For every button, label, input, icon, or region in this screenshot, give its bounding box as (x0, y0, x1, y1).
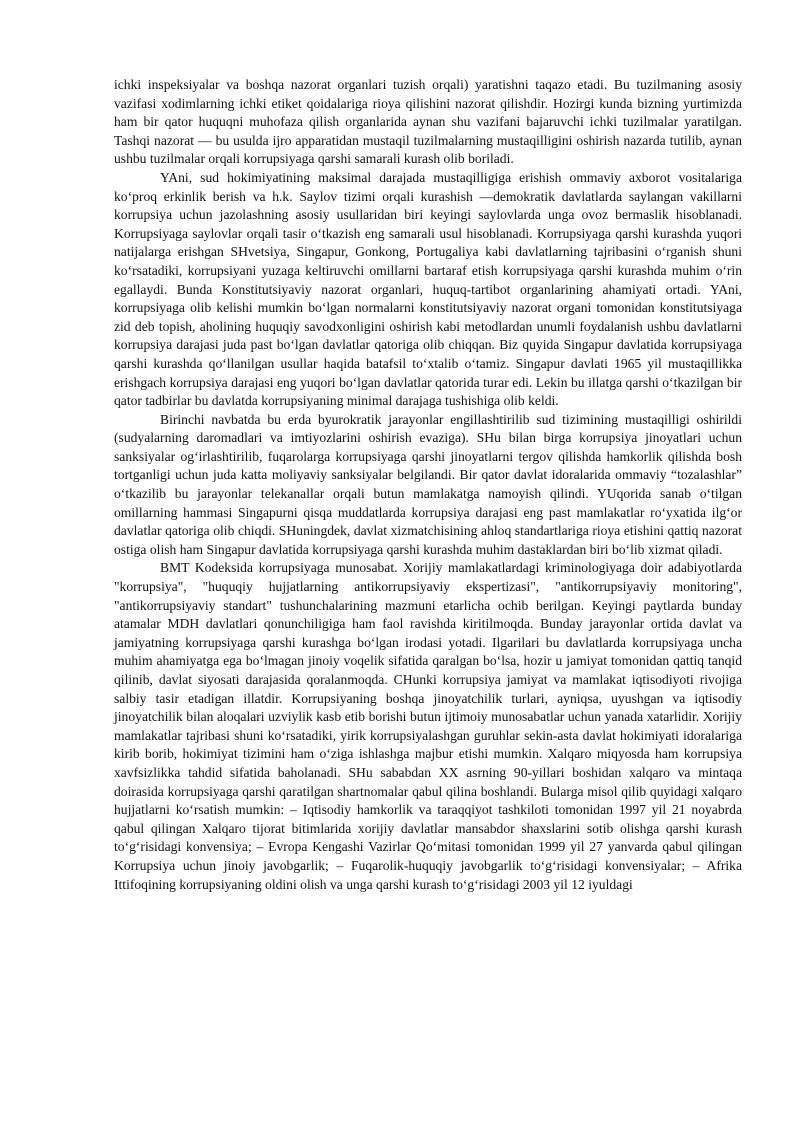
paragraph-continuation: ichki inspeksiyalar va boshqa nazorat organlari tuzish orqali) yaratishni taqazo etadi. Bu tuzilmaning asosiy vazifasi xodimlarning ichki etiket qoidalariga rioya qilishini nazorat qilishdir. Hozirgi kunda bizning yurtimizda ham bir qator huquqni muhofaza qilish organlarida aynan shu vazifani bajaruvchi ichki tuzilmalar yaratilgan. Tashqi nazorat — bu usulda ijro apparatidan mustaqil tuzilmalarning mustaqilligini oshirish nazarda tutilib, aynan ushbu tuzilmalar orqali korrupsiyaga qarshi samarali kurash olib boriladi. (114, 77, 742, 167)
document-page (114, 76, 742, 894)
paragraph-bmt-kodeksi: BMT Kodeksida korrupsiyaga munosabat. Xorijiy mamlakatlardagi kriminologiyaga doir adabiyotlarda "korrupsiya", "huquqiy hujjatlarning antikorrupsiyaviy ekspertizasi", "antikorrupsiyaviy monitoring", "antikorrupsiyaviy standart" tushunchalarining mazmuni etarlicha ochib berilgan. Keyingi paytlarda bunday atamalar MDH davlatlari qonunchiligiga ham faol ravishda kiritilmoqda. Bunday jarayonlar ortida davlat va jamiyatning korrupsiyaga qarshi kurashga bo‘lgan irodasi yotadi. Ilgarilari bu davlatlarda korrupsiyaga uncha muhim ahamiyatga ega bo‘lmagan jinoiy voqelik sifatida qaralgan bo‘lsa, hozir u jamiyat tomonidan qattiq tanqid qilinib, davlat siyosati darajasida qoralanmoqda. CHunki korrupsiya jamiyat va mamlakat iqtisodiyoti rivojiga salbiy tasir etadigan illatdir. Korrupsiyaning boshqa jinoyatchilik turlari, ayniqsa, uyushgan va iqtisodiy jinoyatchilik bilan aloqalari uzviylik kasb etib borishi butun ijtimoiy munosabatlar uchun yanada xatarlidir. Xorijiy mamlakatlar tajribasi shuni ko‘rsatadiki, yirik korrupsiyalashgan guruhlar sekin-asta davlat hokimiyati idoralariga kirib borib, hokimiyat tizimini ham o‘ziga ishlashga majbur etishi mumkin. Xalqaro miqyosda ham korrupsiya xavfsizlikka tahdid sifatida baholanadi. SHu sababdan XX asrning 90-yillari boshidan xalqaro va mintaqa doirasida korrupsiyaga qarshi qaratilgan shartnomalar qabul qilina boshlandi. Bularga misol qilib quyidagi xalqaro hujjatlarni ko‘rsatish mumkin: – Iqtisodiy hamkorlik va taraqqiyot tashkiloti tomonidan 1997 yil 21 noyabrda qabul qilingan Xalqaro tijorat bitimlarida xorijiy davlatlar mansabdor shaxslarini sotib olishga qarshi kurash to‘g‘risidagi konvensiya; – Evropa Kengashi Vazirlar Qo‘mitasi tomonidan 1999 yil 27 yanvarda qabul qilingan Korrupsiya uchun jinoiy javobgarlik; – Fuqarolik-huquqiy javobgarlik to‘g‘risidagi konvensiyalar; – Afrika Ittifoqining korrupsiyaning oldini olish va unga qarshi kurash to‘g‘risidagi 2003 yil 12 iyuldagi (114, 560, 742, 892)
paragraph-sud-hokimiyati: YAni, sud hokimiyatining maksimal darajada mustaqilligiga erishish ommaviy axborot vositalariga ko‘proq erkinlik berish va h.k. Saylov tizimi orqali kurashish —demokratik davlatlarda saylangan vakillarni korrupsiya uchun jazolashning asosiy usullaridan biri keyingi saylovlarda unga ovoz bermaslik hisoblanadi. Korrupsiyaga saylovlar orqali tasir o‘tkazish eng samarali usul hisoblanadi. Korrupsiyaga qarshi kurashda yuqori natijalarga erishgan SHvetsiya, Singapur, Gonkong, Portugaliya kabi davlatlarning tajribasini o‘rganish shuni ko‘rsatadiki, korrupsiyani yuzaga keltiruvchi omillarni bartaraf etish korrupsiyaga qarshi kurashda muhim o‘rin egallaydi. Bunda Konstitutsiyaviy nazorat organlari, huquq-tartibot organlarining ahamiyati ortadi. YAni, korrupsiyaga olib kelishi mumkin bo‘lgan normalarni konstitutsiyaviy nazorat organi tomonidan konstitutsiyaga zid deb topish, aholining huquqiy savodxonligini oshirish kabi metodlardan unumli foydalanish ushbu davlatlarni korrupsiya darajasi juda past bo‘lgan davlatlar qatoriga olib chiqqan. Biz quyida Singapur davlatida korrupsiyaga qarshi kurashda qo‘llanilgan usullar haqida batafsil to‘xtalib o‘tamiz. Singapur davlati 1965 yil mustaqillikka erishgach korrupsiya darajasi eng yuqori bo‘lgan davlatlar qatorida turar edi. Lekin bu illatga qarshi o‘tkazilgan bir qator tadbirlar bu davlatda korrupsiyaning minimal darajaga tushishiga olib keldi. (114, 169, 742, 409)
paragraph-singapur-tajribasi: Birinchi navbatda bu erda byurokratik jarayonlar engillashtirilib sud tizimining mustaqilligi oshirildi (sudyalarning daromadlari va imtiyozlarini oshirish evaziga). SHu bilan birga korrupsiya jinoyatlari uchun sanksiyalar og‘irlashtirilib, fuqarolarga korrupsiyaga qarshi jinoyatlarni tergov qilishda hamkorlik qilishda bosh tortganligi uchun juda katta moliyaviy sanksiyalar belgilandi. Bir qator davlat idoralarida ommaviy “tozalashlar” o‘tkazilib bu jarayonlar telekanallar orqali butun mamlakatga namoyish qilindi. YUqorida sanab o‘tilgan omillarning hammasi Singapurni qisqa muddatlarda korrupsiya darajasi eng past mamlakatlar ro‘yxatida ilg‘or davlatlar qatoriga olib chiqdi. SHuningdek, davlat xizmatchisining ahloq standartlariga rioya etishini qattiq nazorat ostiga olish ham Singapur davlatida korrupsiyaga qarshi kurashda muhim dastaklardan biri bo‘lib xizmat qiladi. (114, 411, 742, 557)
